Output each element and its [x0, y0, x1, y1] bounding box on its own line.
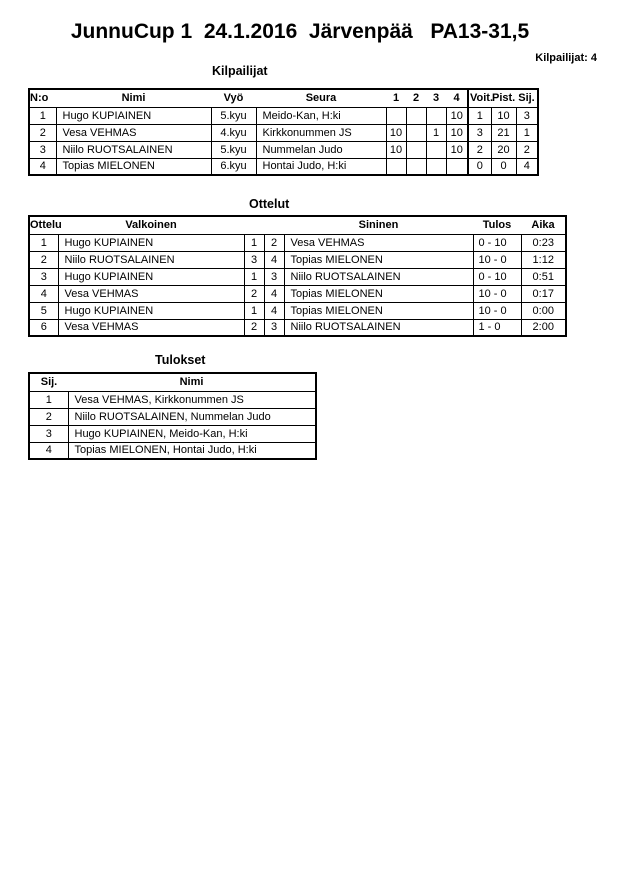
cell-white-number: 2 — [244, 285, 264, 302]
cell-blue-number: 4 — [264, 285, 284, 302]
cell-tulos: 1 - 0 — [473, 319, 521, 336]
cell-score2 — [406, 124, 426, 141]
cell-nimi: Vesa VEHMAS, Kirkkonummen JS — [68, 391, 316, 408]
col-header-valkoinen: Valkoinen — [58, 216, 244, 234]
cell-sij: 3 — [29, 425, 68, 442]
col-header-round2: 2 — [406, 89, 426, 107]
cell-nimi: Hugo KUPIAINEN — [56, 107, 211, 124]
cell-sij: 4 — [29, 442, 68, 459]
cell-score3 — [426, 107, 446, 124]
cell-aika: 0:51 — [521, 268, 566, 285]
cell-aika: 0:23 — [521, 234, 566, 251]
section-heading-tulokset: Tulokset — [155, 353, 206, 367]
col-header-sij: Sij. — [29, 373, 68, 391]
cell-score2 — [406, 158, 426, 175]
col-header-sininen: Sininen — [284, 216, 473, 234]
match-row — [29, 268, 566, 285]
results-table — [28, 372, 317, 460]
cell-score1: 10 — [386, 141, 406, 158]
cell-blue-name: Topias MIELONEN — [284, 302, 473, 319]
cell-vyo: 5.kyu — [211, 107, 256, 124]
col-header-ottelu: Ottelu — [29, 216, 58, 234]
cell-nimi: Topias MIELONEN, Hontai Judo, H:ki — [68, 442, 316, 459]
col-header-vyo: Vyö — [211, 89, 256, 107]
cell-white-name: Hugo KUPIAINEN — [58, 268, 244, 285]
cell-white-name: Niilo RUOTSALAINEN — [58, 251, 244, 268]
competitors-header-row — [29, 89, 538, 107]
match-row — [29, 234, 566, 251]
cell-sij: 3 — [516, 107, 538, 124]
cell-white-name: Vesa VEHMAS — [58, 285, 244, 302]
col-header-nimi: Nimi — [68, 373, 316, 391]
cell-seura: Hontai Judo, H:ki — [256, 158, 386, 175]
section-heading-kilpailijat: Kilpailijat — [212, 64, 268, 78]
cell-blue-name: Vesa VEHMAS — [284, 234, 473, 251]
cell-score4: 10 — [446, 141, 468, 158]
cell-blue-name: Topias MIELONEN — [284, 251, 473, 268]
cell-vyo: 4.kyu — [211, 124, 256, 141]
cell-match-no: 3 — [29, 268, 58, 285]
cell-blue-name: Niilo RUOTSALAINEN — [284, 319, 473, 336]
cell-sij: 1 — [516, 124, 538, 141]
cell-white-name: Hugo KUPIAINEN — [58, 302, 244, 319]
cell-seura: Nummelan Judo — [256, 141, 386, 158]
cell-blue-name: Topias MIELONEN — [284, 285, 473, 302]
cell-score4: 10 — [446, 107, 468, 124]
cell-blue-number: 3 — [264, 268, 284, 285]
competitor-row — [29, 124, 538, 141]
competitor-row — [29, 141, 538, 158]
col-header-blue-number — [264, 216, 284, 234]
competitor-row — [29, 107, 538, 124]
cell-nimi: Niilo RUOTSALAINEN — [56, 141, 211, 158]
col-header-round3: 3 — [426, 89, 446, 107]
cell-score3 — [426, 158, 446, 175]
col-header-no: N:o — [29, 89, 56, 107]
col-header-white-number — [244, 216, 264, 234]
col-header-round4: 4 — [446, 89, 468, 107]
cell-white-number: 1 — [244, 268, 264, 285]
result-row — [29, 408, 316, 425]
cell-nimi: Vesa VEHMAS — [56, 124, 211, 141]
col-header-seura: Seura — [256, 89, 386, 107]
matches-table — [28, 215, 567, 337]
cell-vyo: 6.kyu — [211, 158, 256, 175]
col-header-pist: Pist. — [491, 89, 516, 107]
cell-blue-number: 2 — [264, 234, 284, 251]
cell-sij: 1 — [29, 391, 68, 408]
cell-score3: 1 — [426, 124, 446, 141]
cell-blue-number: 4 — [264, 251, 284, 268]
cell-vyo: 5.kyu — [211, 141, 256, 158]
col-header-sij: Sij. — [516, 89, 538, 107]
cell-white-number: 1 — [244, 234, 264, 251]
cell-score2 — [406, 107, 426, 124]
cell-pist: 20 — [491, 141, 516, 158]
cell-tulos: 10 - 0 — [473, 285, 521, 302]
cell-match-no: 4 — [29, 285, 58, 302]
cell-aika: 0:17 — [521, 285, 566, 302]
col-header-round1: 1 — [386, 89, 406, 107]
competitor-row — [29, 158, 538, 175]
cell-voit: 2 — [468, 141, 491, 158]
cell-no: 4 — [29, 158, 56, 175]
cell-white-name: Vesa VEHMAS — [58, 319, 244, 336]
match-row — [29, 251, 566, 268]
cell-blue-number: 3 — [264, 319, 284, 336]
cell-score1 — [386, 158, 406, 175]
col-header-aika: Aika — [521, 216, 566, 234]
col-header-nimi: Nimi — [56, 89, 211, 107]
cell-white-number: 1 — [244, 302, 264, 319]
cell-aika: 2:00 — [521, 319, 566, 336]
cell-blue-number: 4 — [264, 302, 284, 319]
matches-header-row — [29, 216, 566, 234]
cell-tulos: 0 - 10 — [473, 234, 521, 251]
section-heading-ottelut: Ottelut — [249, 197, 290, 211]
cell-score1: 10 — [386, 124, 406, 141]
cell-tulos: 10 - 0 — [473, 302, 521, 319]
cell-match-no: 2 — [29, 251, 58, 268]
cell-score3 — [426, 141, 446, 158]
cell-score1 — [386, 107, 406, 124]
cell-no: 1 — [29, 107, 56, 124]
result-row — [29, 391, 316, 408]
cell-voit: 1 — [468, 107, 491, 124]
match-row — [29, 285, 566, 302]
cell-nimi: Hugo KUPIAINEN, Meido-Kan, H:ki — [68, 425, 316, 442]
cell-tulos: 10 - 0 — [473, 251, 521, 268]
cell-sij: 4 — [516, 158, 538, 175]
cell-match-no: 5 — [29, 302, 58, 319]
cell-tulos: 0 - 10 — [473, 268, 521, 285]
cell-score4 — [446, 158, 468, 175]
cell-white-number: 3 — [244, 251, 264, 268]
col-header-tulos: Tulos — [473, 216, 521, 234]
col-header-voit: Voit. — [468, 89, 491, 107]
match-row — [29, 302, 566, 319]
match-row — [29, 319, 566, 336]
cell-aika: 1:12 — [521, 251, 566, 268]
cell-pist: 0 — [491, 158, 516, 175]
cell-white-number: 2 — [244, 319, 264, 336]
cell-match-no: 1 — [29, 234, 58, 251]
cell-blue-name: Niilo RUOTSALAINEN — [284, 268, 473, 285]
cell-sij: 2 — [29, 408, 68, 425]
cell-white-name: Hugo KUPIAINEN — [58, 234, 244, 251]
cell-sij: 2 — [516, 141, 538, 158]
cell-seura: Kirkkonummen JS — [256, 124, 386, 141]
cell-voit: 0 — [468, 158, 491, 175]
cell-nimi: Topias MIELONEN — [56, 158, 211, 175]
page-title: JunnuCup 1 24.1.2016 Järvenpää PA13-31,5 — [70, 20, 530, 43]
cell-match-no: 6 — [29, 319, 58, 336]
cell-no: 3 — [29, 141, 56, 158]
cell-no: 2 — [29, 124, 56, 141]
cell-pist: 10 — [491, 107, 516, 124]
result-row — [29, 425, 316, 442]
cell-score4: 10 — [446, 124, 468, 141]
cell-pist: 21 — [491, 124, 516, 141]
cell-aika: 0:00 — [521, 302, 566, 319]
cell-seura: Meido-Kan, H:ki — [256, 107, 386, 124]
cell-nimi: Niilo RUOTSALAINEN, Nummelan Judo — [68, 408, 316, 425]
cell-voit: 3 — [468, 124, 491, 141]
result-row — [29, 442, 316, 459]
competitors-table — [28, 88, 539, 176]
cell-score2 — [406, 141, 426, 158]
competitor-count: Kilpailijat: 4 — [535, 52, 597, 64]
results-header-row — [29, 373, 316, 391]
